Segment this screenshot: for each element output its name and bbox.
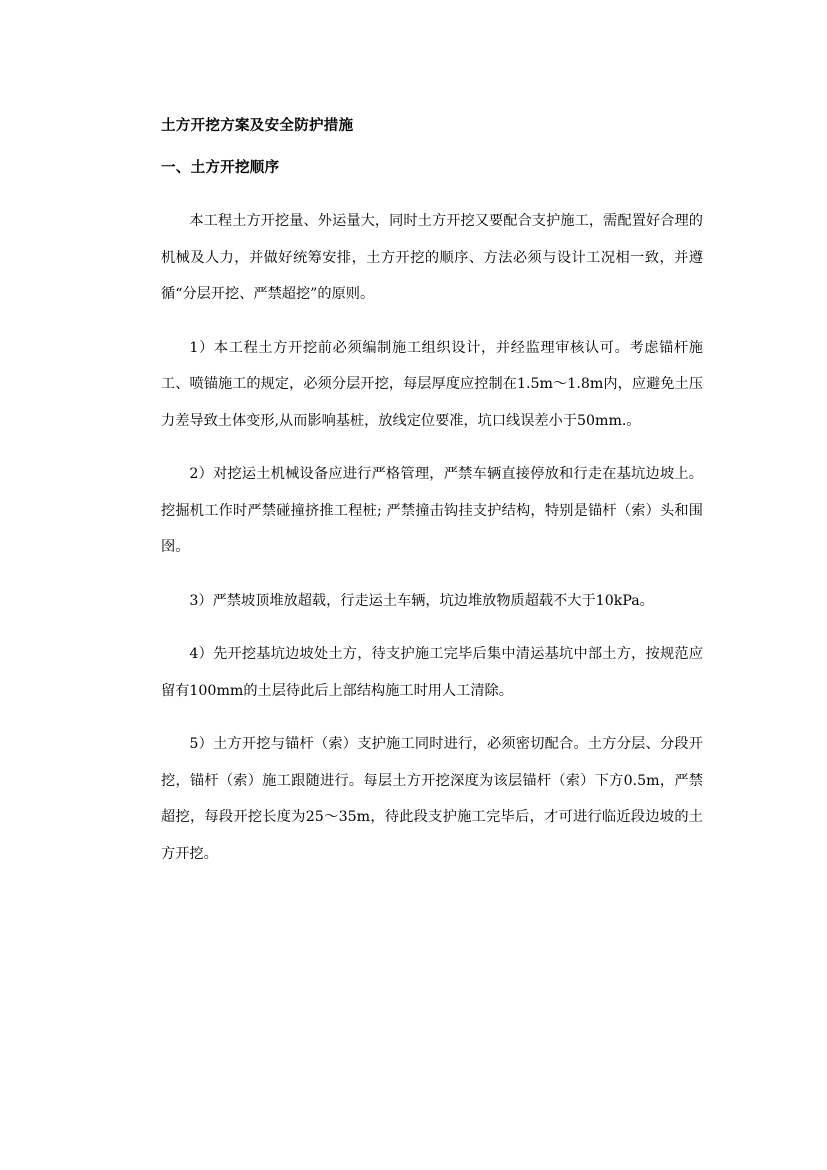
list-item-1: 1）本工程土方开挖前必须编制施工组织设计，并经监理审核认可。考虑锚杆施工、喷锚施工的规定，必须分层开挖，每层厚度应控制在1.5m～1.8m内，应避免土压力差导致土体变形,从而影响基桩，放线定位要准，坑口线误差小于50mm.。	[161, 339, 703, 429]
list-item-2: 2）对挖运土机械设备应进行严格管理，严禁车辆直接停放和行走在基坑边坡上。挖掘机工作时严禁碰撞挤推工程桩; 严禁撞击钩挂支护结构，特别是锚杆（索）头和围囹。	[161, 466, 703, 555]
list-item-4: 4）先开挖基坑边坡处土方，待支护施工完毕后集中清运基坑中部土方，按规范应留有100mm的土层待此后上部结构施工时用人工清除。	[161, 646, 703, 699]
document-body	[161, 112, 703, 872]
intro-paragraph: 本工程土方开挖量、外运量大，同时土方开挖又要配合支护施工，需配置好合理的机械及人力，并做好统筹安排，土方开挖的顺序、方法必须与设计工况相一致，并遵循“分层开挖、严禁超挖”的原则。	[161, 213, 703, 302]
list-item-3: 3）严禁坡顶堆放超载，行走运土车辆，坑边堆放物质超载不大于10kPa。	[189, 592, 654, 609]
document-title: 土方开挖方案及安全防护措施	[161, 118, 354, 134]
section-heading: 一、土方开挖顺序	[161, 160, 280, 176]
list-item-5: 5）土方开挖与锚杆（索）支护施工同时进行，必须密切配合。土方分层、分段开挖，锚杆（索）施工跟随进行。每层土方开挖深度为该层锚杆（索）下方0.5m，严禁超挖，每段开挖长度为25～35m，待此段支护施工完毕后，才可进行临近段边坡的土方开挖。	[161, 736, 703, 862]
